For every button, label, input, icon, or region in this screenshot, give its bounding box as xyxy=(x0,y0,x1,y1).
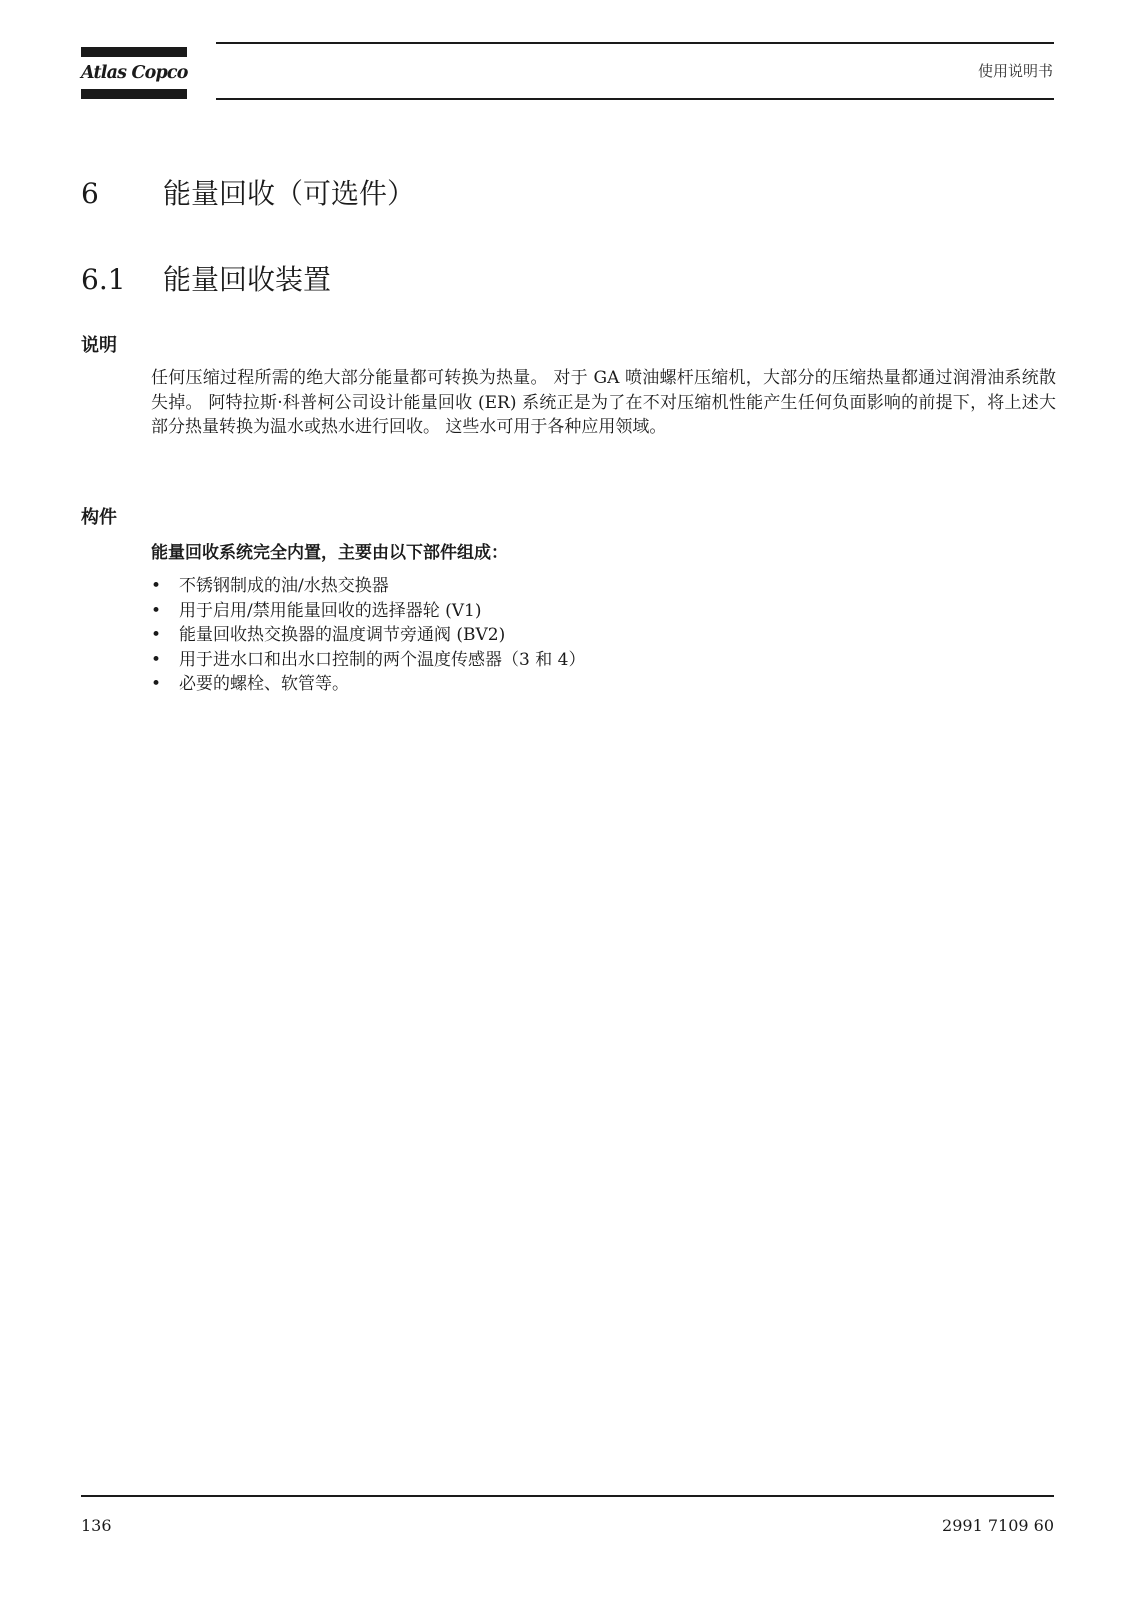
components-heading: 构件 xyxy=(81,507,117,528)
list-item-text: 用于进水口和出水口控制的两个温度传感器（3 和 4） xyxy=(179,649,586,670)
description-paragraph: 任何压缩过程所需的绝大部分能量都可转换为热量。 对于 GA 喷油螺杆压缩机，大部分的压缩热量都通过润滑油系统散失掉。 阿特拉斯·科普柯公司设计能量回收 (ER) 系统正是为了在不对压缩机性能产生任何负面影响的前提下，将上述大部分热量转换为温水或热水进行回收。 这些水可用于各种应用领域。 xyxy=(151,368,1056,437)
list-item-text: 必要的螺栓、软管等。 xyxy=(179,674,349,694)
description-heading: 说明 xyxy=(81,335,117,356)
list-item xyxy=(151,623,585,648)
header-bottom-rule xyxy=(216,98,1054,100)
list-item-text: 能量回收热交换器的温度调节旁通阀 (BV2) xyxy=(179,625,506,645)
list-item xyxy=(151,599,585,624)
list-item-text: 用于启用/禁用能量回收的选择器轮 (V1) xyxy=(179,600,482,621)
logo-wordmark: Atlas Copco xyxy=(81,63,188,83)
bullet-icon: • xyxy=(151,674,162,694)
bullet-icon: • xyxy=(151,625,162,645)
footer-rule xyxy=(81,1495,1054,1497)
bullet-icon: • xyxy=(151,576,162,596)
subsection-title: 能量回收装置 xyxy=(163,263,332,296)
section-title: 能量回收（可选件） xyxy=(163,177,416,210)
header-top-rule xyxy=(216,42,1054,44)
list-item-text: 不锈钢制成的油/水热交换器 xyxy=(179,576,389,596)
page-number: 136 xyxy=(81,1516,112,1535)
document-type-title: 使用说明书 xyxy=(977,62,1053,80)
list-item xyxy=(151,672,585,697)
logo-top-bar xyxy=(81,47,187,57)
bullet-icon: • xyxy=(151,649,162,670)
section-number: 6 xyxy=(81,177,99,210)
components-list xyxy=(151,574,585,697)
document-number: 2991 7109 60 xyxy=(942,1516,1054,1535)
logo-bottom-bar xyxy=(81,89,187,99)
bullet-icon: • xyxy=(151,600,162,621)
subsection-heading xyxy=(81,258,331,298)
section-heading xyxy=(81,172,415,212)
atlas-copco-logo xyxy=(81,47,187,100)
components-intro: 能量回收系统完全内置，主要由以下部件组成： xyxy=(151,543,508,563)
subsection-number: 6.1 xyxy=(81,263,126,296)
list-item xyxy=(151,648,585,673)
list-item xyxy=(151,574,585,599)
